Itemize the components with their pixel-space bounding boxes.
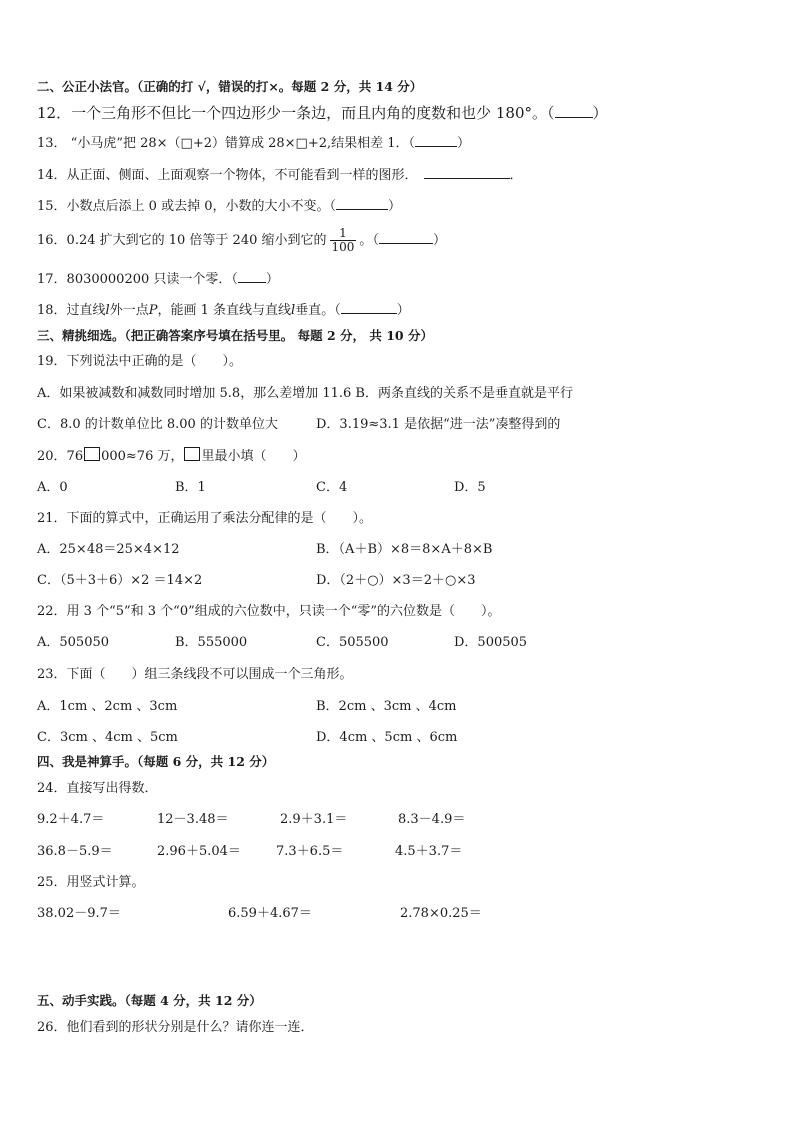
question-14-text: 14．从正面、侧面、上面观察一个物体，不可能看到一样的图形．	[37, 168, 418, 183]
question-18: 18．过直线l外一点P，能画 1 条直线与直线l垂直。（ ）	[37, 303, 410, 318]
question-17-text: 17．8030000200 只读一个零．	[37, 272, 232, 287]
question-14: 14．从正面、侧面、上面观察一个物体，不可能看到一样的图形． ．	[37, 168, 523, 183]
question-19-option-d: D．3.19≈3.1 是依据“进一法”凑整得到的	[316, 417, 561, 432]
section-3-heading: 三、精挑细选。（把正确答案序号填在括号里。 每题 2 分， 共 10 分）	[37, 328, 433, 343]
q23-option-c: C．3cm 、4cm 、5cm	[37, 730, 178, 745]
section-5-heading: 五、动手实践。（每题 4 分，共 12 分）	[37, 993, 262, 1008]
question-15: 15．小数点后添上 0 或去掉 0，小数的大小不变。（ ）	[37, 199, 402, 214]
fraction: $\frac{1}{100}$	[331, 226, 355, 254]
question-13-text: 13． “小马虎”把 28×（□+2）错算成 28×□+2,结果相差 1．	[37, 136, 409, 151]
q23-option-d: D．4cm 、5cm 、6cm	[316, 730, 458, 745]
q21-option-b: B．（A＋B）×8＝8×A＋8×B	[316, 542, 493, 557]
q24-item: 7.3＋6.5＝	[276, 844, 344, 859]
q24-item: 36.8－5.9＝	[37, 844, 113, 859]
question-15-text: 15．小数点后添上 0 或去掉 0，小数的大小不变。	[37, 199, 330, 214]
q21-option-d: D．（2＋○）×3＝2＋○×3	[316, 573, 476, 588]
q22-option-a: A．505050	[37, 635, 110, 650]
question-26-stem: 26．他们看到的形状分别是什么？请你连一连．	[37, 1020, 314, 1035]
question-21-stem: 21．下面的算式中，正确运用了乘法分配律的是（ ）。	[37, 511, 373, 526]
q25-item: 38.02－9.7＝	[37, 906, 121, 921]
question-13: 13． “小马虎”把 28×（□+2）错算成 28×□+2,结果相差 1．（ ）	[37, 136, 471, 151]
q24-item: 4.5＋3.7＝	[395, 844, 463, 859]
q25-item: 6.59＋4.67＝	[228, 906, 312, 921]
question-12: 12．一个三角形不但比一个四边形少一条边，而且内角的度数和也少 180°。（ ）	[37, 104, 608, 122]
q20-option-b: B．1	[175, 480, 206, 495]
question-20-stem: 20．76 000≈76 万， 里最小填（ ）	[37, 449, 306, 464]
answer-blank[interactable]	[555, 106, 593, 118]
q22-option-d: D．500505	[454, 635, 528, 650]
q24-item: 9.2＋4.7＝	[37, 812, 105, 827]
q23-option-a: A．1cm 、2cm 、3cm	[37, 699, 178, 714]
q22-option-c: C．505500	[316, 635, 389, 650]
question-22-stem: 22．用 3 个“5”和 3 个“0”组成的六位数中，只读一个“零”的六位数是（ ）。	[37, 604, 501, 619]
question-24-stem: 24．直接写出得数．	[37, 781, 158, 796]
q20-option-a: A．0	[37, 480, 68, 495]
q20-option-d: D．5	[454, 480, 486, 495]
q23-option-b: B．2cm 、3cm 、4cm	[316, 699, 457, 714]
answer-blank[interactable]	[336, 198, 388, 210]
question-16: 16．0.24 扩大到它的 10 倍等于 240 缩小到它的 $\frac{1}{100}$ 。（ ）	[37, 226, 446, 254]
section-2-heading: 二、公正小法官。（正确的打 √，错误的打×。每题 2 分，共 14 分）	[37, 79, 423, 94]
question-19-stem: 19．下列说法中正确的是（ ）。	[37, 354, 243, 369]
section-4-heading: 四、我是神算手。（每题 6 分，共 12 分）	[37, 754, 275, 769]
q24-item: 2.9＋3.1＝	[280, 812, 348, 827]
question-12-text: 12．一个三角形不但比一个四边形少一条边，而且内角的度数和也少 180°。	[37, 104, 547, 122]
q24-item: 12－3.48＝	[157, 812, 229, 827]
answer-blank[interactable]	[238, 271, 266, 283]
question-25-stem: 25．用竖式计算。	[37, 875, 145, 890]
question-17: 17．8030000200 只读一个零．（ ）	[37, 272, 279, 287]
q25-item: 2.78×0.25＝	[400, 906, 482, 921]
blank-box[interactable]	[84, 447, 100, 461]
answer-blank[interactable]	[424, 167, 510, 179]
q24-item: 8.3－4.9＝	[398, 812, 466, 827]
q21-option-a: A．25×48＝25×4×12	[37, 542, 180, 557]
answer-blank[interactable]	[379, 232, 433, 244]
question-19-options-ab: A．如果被减数和减数同时增加 5.8，那么差增加 11.6 B．两条直线的关系不是垂直就是平行	[37, 386, 573, 401]
q22-option-b: B．555000	[175, 635, 248, 650]
answer-blank[interactable]	[341, 302, 397, 314]
question-23-stem: 23．下面（ ）组三条线段不可以围成一个三角形。	[37, 667, 353, 682]
blank-box[interactable]	[184, 447, 200, 461]
answer-blank[interactable]	[415, 135, 457, 147]
question-16-text: 16．0.24 扩大到它的 10 倍等于 240 缩小到它的	[37, 233, 327, 248]
question-19-option-c: C．8.0 的计数单位比 8.00 的计数单位大	[37, 417, 278, 432]
q21-option-c: C．（5＋3＋6）×2 ＝14×2	[37, 573, 203, 588]
q24-item: 2.96＋5.04＝	[157, 844, 241, 859]
q20-option-c: C．4	[316, 480, 348, 495]
